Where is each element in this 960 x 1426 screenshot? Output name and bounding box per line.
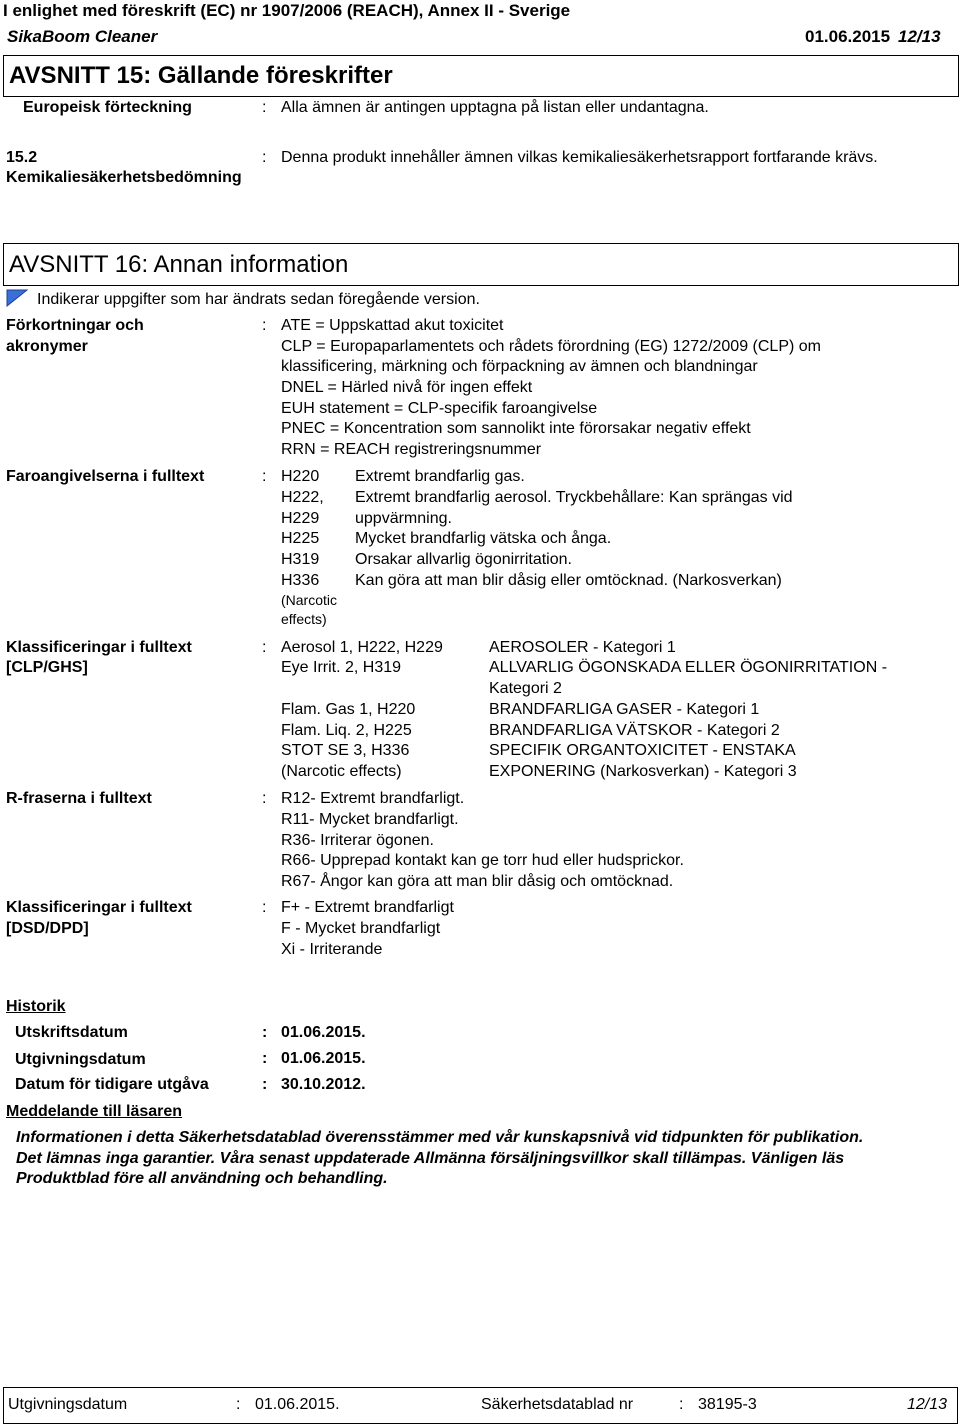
label-european-inventory: Europeisk förteckning [23, 99, 192, 116]
header-page: 12/13 [898, 27, 941, 46]
colon: : [262, 790, 267, 807]
history-value-previous-date: 30.10.2012. [281, 1076, 366, 1093]
colon: : [262, 149, 267, 166]
abbrev-line: DNEL = Härled nivå för ingen effekt [281, 379, 533, 396]
r-phrase: R66- Upprepad kontakt kan ge torr hud eller hudsprickor. [281, 852, 684, 869]
section-15-header [3, 55, 959, 97]
colon: : [679, 1396, 684, 1413]
history-label-print-date: Utskriftsdatum [15, 1024, 128, 1041]
notice-line: Det lämnas inga garantier. Våra senast uppdaterade Allmänna försäljningsvillkor skall tillämpas. Vänligen läs [16, 1150, 845, 1167]
hazard-code: H229 [281, 510, 320, 527]
notice-line: Informationen i detta Säkerhetsdatablad överensstämmer med vår kunskapsnivå vid tidpunkten för publikation. [16, 1129, 864, 1146]
history-label-issue-date: Utgivningsdatum [15, 1051, 146, 1068]
label-clp-classifications-2: [CLP/GHS] [6, 659, 88, 676]
label-dsd-classifications: Klassificeringar i fulltext [6, 899, 192, 916]
r-phrase: R12- Extremt brandfarligt. [281, 790, 465, 807]
clp-text: SPECIFIK ORGANTOXICITET - ENSTAKA [489, 742, 796, 759]
section-15-title: AVSNITT 15: Gällande föreskrifter [9, 62, 393, 89]
colon: : [262, 639, 267, 656]
clp-text: BRANDFARLIGA VÄTSKOR - Kategori 2 [489, 722, 780, 739]
colon: : [262, 1050, 268, 1067]
abbrev-line: ATE = Uppskattad akut toxicitet [281, 317, 504, 334]
label-hazard-statements: Faroangivelserna i fulltext [6, 468, 205, 485]
colon: : [262, 99, 267, 116]
clp-text: BRANDFARLIGA GASER - Kategori 1 [489, 701, 760, 718]
abbrev-line: CLP = Europaparlamentets och rådets förordning (EG) 1272/2009 (CLP) om [281, 338, 821, 355]
header-date: 01.06.2015 [805, 27, 891, 46]
dsd-line: F+ - Extremt brandfarligt [281, 899, 454, 916]
change-marker-icon [6, 289, 28, 307]
hazard-code: H222, [281, 489, 324, 506]
hazard-code: H220 [281, 468, 320, 485]
colon: : [262, 468, 267, 485]
dsd-line: Xi - Irriterande [281, 941, 383, 958]
notice-line: Produktblad före all användning och behandling. [16, 1170, 388, 1187]
clp-text: AEROSOLER - Kategori 1 [489, 639, 676, 656]
label-clp-classifications: Klassificeringar i fulltext [6, 639, 192, 656]
label-chemical-safety: Kemikaliesäkerhetsbedömning [6, 169, 242, 186]
colon: : [262, 1076, 268, 1093]
abbrev-line: PNEC = Koncentration som sannolikt inte förorsakar negativ effekt [281, 420, 751, 437]
value-european-inventory: Alla ämnen är antingen upptagna på listan eller undantagna. [281, 99, 709, 116]
hazard-code: H319 [281, 551, 320, 568]
document-header-title: I enlighet med föreskrift (EC) nr 1907/2006 (REACH), Annex II - Sverige [3, 1, 571, 20]
hazard-code: effects) [281, 611, 327, 627]
footer-page: 12/13 [907, 1396, 948, 1413]
r-phrase: R11- Mycket brandfarligt. [281, 811, 459, 828]
footer-issue-label: Utgivningsdatum [8, 1396, 128, 1413]
colon: : [262, 317, 267, 334]
colon: : [262, 1024, 268, 1041]
clp-code: (Narcotic effects) [281, 763, 402, 780]
history-value-print-date: 01.06.2015. [281, 1024, 366, 1041]
section-16-title: AVSNITT 16: Annan information [9, 251, 349, 278]
hazard-text: Orsakar allvarlig ögonirritation. [355, 551, 572, 568]
label-abbreviations: Förkortningar och [6, 317, 144, 334]
product-name: SikaBoom Cleaner [7, 27, 158, 46]
abbrev-line: klassificering, märkning och förpackning av ämnen och blandningar [281, 358, 758, 375]
value-chemical-safety: Denna produkt innehåller ämnen vilkas kemikaliesäkerhetsrapport fortfarande krävs. [281, 149, 878, 166]
hazard-text: Kan göra att man blir dåsig eller omtöcknad. (Narkosverkan) [355, 572, 782, 589]
colon: : [236, 1396, 241, 1413]
colon: : [262, 899, 267, 916]
hazard-text: Mycket brandfarlig vätska och ånga. [355, 530, 612, 547]
clp-text: EXPONERING (Narkosverkan) - Kategori 3 [489, 763, 797, 780]
notice-title: Meddelande till läsaren [6, 1103, 183, 1120]
clp-code: Flam. Liq. 2, H225 [281, 722, 412, 739]
clp-code: Flam. Gas 1, H220 [281, 701, 416, 718]
footer-sds-label: Säkerhetsdatablad nr [481, 1396, 634, 1413]
footer-issue-date: 01.06.2015. [255, 1396, 340, 1413]
clp-code: Aerosol 1, H222, H229 [281, 639, 443, 656]
hazard-code: (Narcotic [281, 592, 338, 608]
hazard-code: H336 [281, 572, 320, 589]
r-phrase: R36- Irriterar ögonen. [281, 832, 434, 849]
clp-text: Kategori 2 [489, 680, 562, 697]
hazard-text: Extremt brandfarlig gas. [355, 468, 525, 485]
hazard-text: Extremt brandfarlig aerosol. Tryckbehållare: Kan sprängas vid [355, 489, 793, 506]
history-value-issue-date: 01.06.2015. [281, 1050, 366, 1067]
abbrev-line: RRN = REACH registreringsnummer [281, 441, 542, 458]
r-phrase: R67- Ångor kan göra att man blir dåsig och omtöcknad. [281, 873, 674, 890]
change-note: Indikerar uppgifter som har ändrats sedan föregående version. [37, 291, 480, 308]
hazard-code: H225 [281, 530, 320, 547]
footer-sds-number: 38195-3 [698, 1396, 757, 1413]
dsd-line: F - Mycket brandfarligt [281, 920, 441, 937]
clp-code: STOT SE 3, H336 [281, 742, 410, 759]
history-title: Historik [6, 998, 66, 1015]
hazard-text: uppvärmning. [355, 510, 452, 527]
label-r-phrases: R-fraserna i fulltext [6, 790, 152, 807]
section-16-header [3, 243, 959, 286]
abbrev-line: EUH statement = CLP-specifik faroangivelse [281, 400, 598, 417]
label-chemical-safety-number: 15.2 [6, 149, 38, 166]
history-label-previous-date: Datum för tidigare utgåva [15, 1076, 209, 1093]
label-dsd-classifications-2: [DSD/DPD] [6, 920, 89, 937]
clp-code: Eye Irrit. 2, H319 [281, 659, 402, 676]
clp-text: ALLVARLIG ÖGONSKADA ELLER ÖGONIRRITATION - [489, 659, 888, 676]
label-abbreviations-2: akronymer [6, 338, 88, 355]
